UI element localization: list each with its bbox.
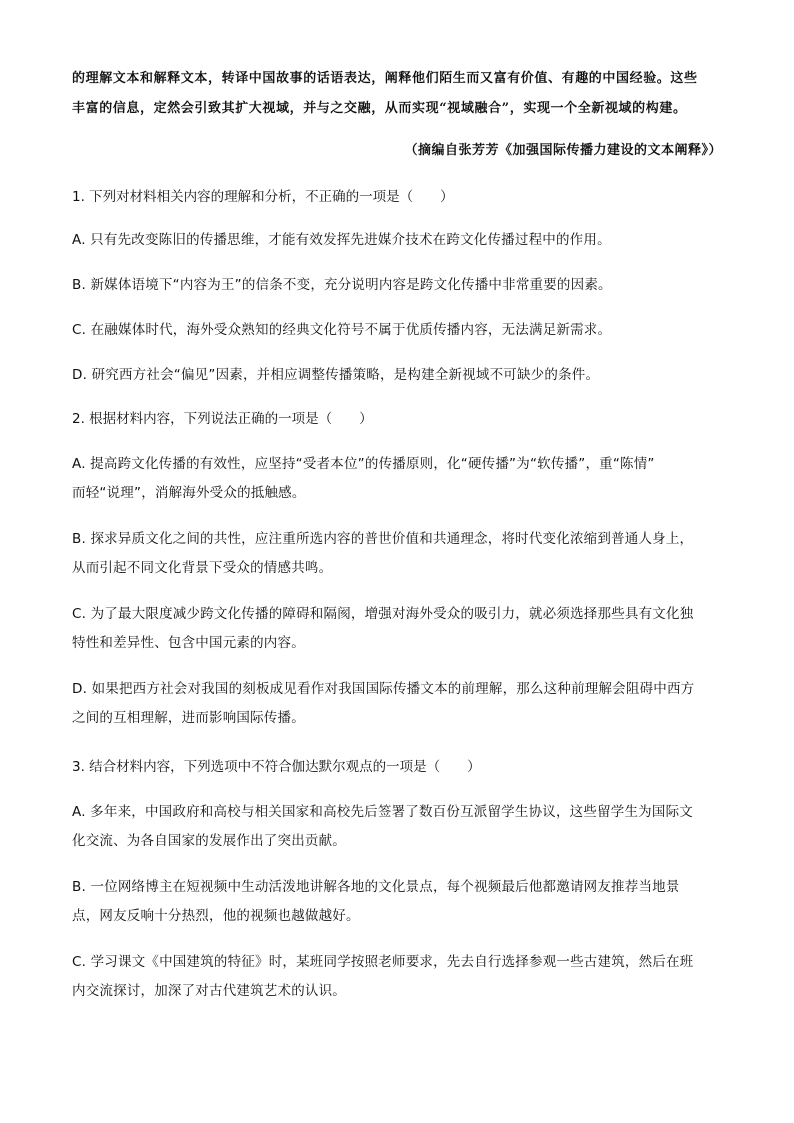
option-line: 化交流、为各自国家的发展作出了突出贡献。 <box>72 833 346 849</box>
passage-line: 丰富的信息，定然会引致其扩大视域，并与之交融，从而实现“视域融合”，实现一个全新视域的构建。 <box>72 101 687 116</box>
question-3-option-b <box>72 873 724 931</box>
option-line: 特性和差异性、包含中国元素的内容。 <box>72 635 305 651</box>
question-2-option-d <box>72 675 724 733</box>
option-line: 从而引起不同文化背景下受众的情感共鸣。 <box>72 560 333 576</box>
option-line: C. 在融媒体时代，海外受众熟知的经典文化符号不属于优质传播内容，无法满足新需求。 <box>72 322 612 338</box>
option-line: C. 学习课文《中国建筑的特征》时，某班同学按照老师要求，先去自行选择参观一些古建筑，然后在班 <box>72 954 694 970</box>
option-line: B. 一位网络博主在短视频中生动活泼地讲解各地的文化景点，每个视频最后他都邀请网友推荐当地景 <box>72 879 680 895</box>
question-1-option-d <box>72 361 724 390</box>
option-line: A. 多年来，中国政府和高校与相关国家和高校先后签署了数百份互派留学生协议，这些留学生为国际文 <box>72 804 693 820</box>
question-3-stem: 3. 结合材料内容，下列选项中不符合伽达默尔观点的一项是（ ） <box>72 759 481 775</box>
question-3-option-c <box>72 948 724 1006</box>
option-line: B. 探求异质文化之间的共性，应注重所选内容的普世价值和共通理念，将时代变化浓缩到普通人身上， <box>72 531 694 547</box>
option-line: D. 如果把西方社会对我国的刻板成见看作对我国国际传播文本的前理解，那么这种前理解会阻碍中西方 <box>72 681 695 697</box>
question-1-option-c <box>72 316 724 345</box>
option-line: 点，网友反响十分热烈，他的视频也越做越好。 <box>72 908 360 924</box>
question-2-option-a <box>72 450 724 508</box>
option-line: 而轻“说理”，消解海外受众的抵触感。 <box>72 485 306 501</box>
passage-source: （摘编自张芳芳《加强国际传播力建设的文本阐释》） <box>404 143 722 158</box>
question-2-option-c <box>72 600 724 658</box>
passage-text <box>72 64 724 124</box>
option-line: C. 为了最大限度减少跨文化传播的障碍和隔阂，增强对海外受众的吸引力，就必须选择那些具有文化独 <box>72 606 694 622</box>
question-2-stem: 2. 根据材料内容，下列说法正确的一项是（ ） <box>72 411 373 427</box>
question-1-option-b <box>72 271 724 300</box>
option-line: A. 只有先改变陈旧的传播思维，才能有效发挥先进媒介技术在跨文化传播过程中的作用。 <box>72 232 611 248</box>
question-1-option-a <box>72 226 724 255</box>
option-line: 内交流探讨，加深了对古代建筑艺术的认识。 <box>72 983 346 999</box>
question-3-option-a <box>72 798 724 856</box>
option-line: B. 新媒体语境下“内容为王”的信条不变，充分说明内容是跨文化传播中非常重要的因素。 <box>72 277 612 293</box>
passage-line: 的理解文本和解释文本，转译中国故事的话语表达，阐释他们陌生而又富有价值、有趣的中国经验。这些 <box>72 71 698 86</box>
option-line: A. 提高跨文化传播的有效性，应坚持“受者本位”的传播原则，化“硬传播”为“软传播”，重“陈情” <box>72 456 655 472</box>
question-2-option-b <box>72 525 724 583</box>
option-line: 之间的互相理解，进而影响国际传播。 <box>72 710 305 726</box>
option-line: D. 研究西方社会“偏见”因素，并相应调整传播策略，是构建全新视域不可缺少的条件。 <box>72 367 600 383</box>
question-1-stem: 1. 下列对材料相关内容的理解和分析，不正确的一项是（ ） <box>72 189 454 205</box>
